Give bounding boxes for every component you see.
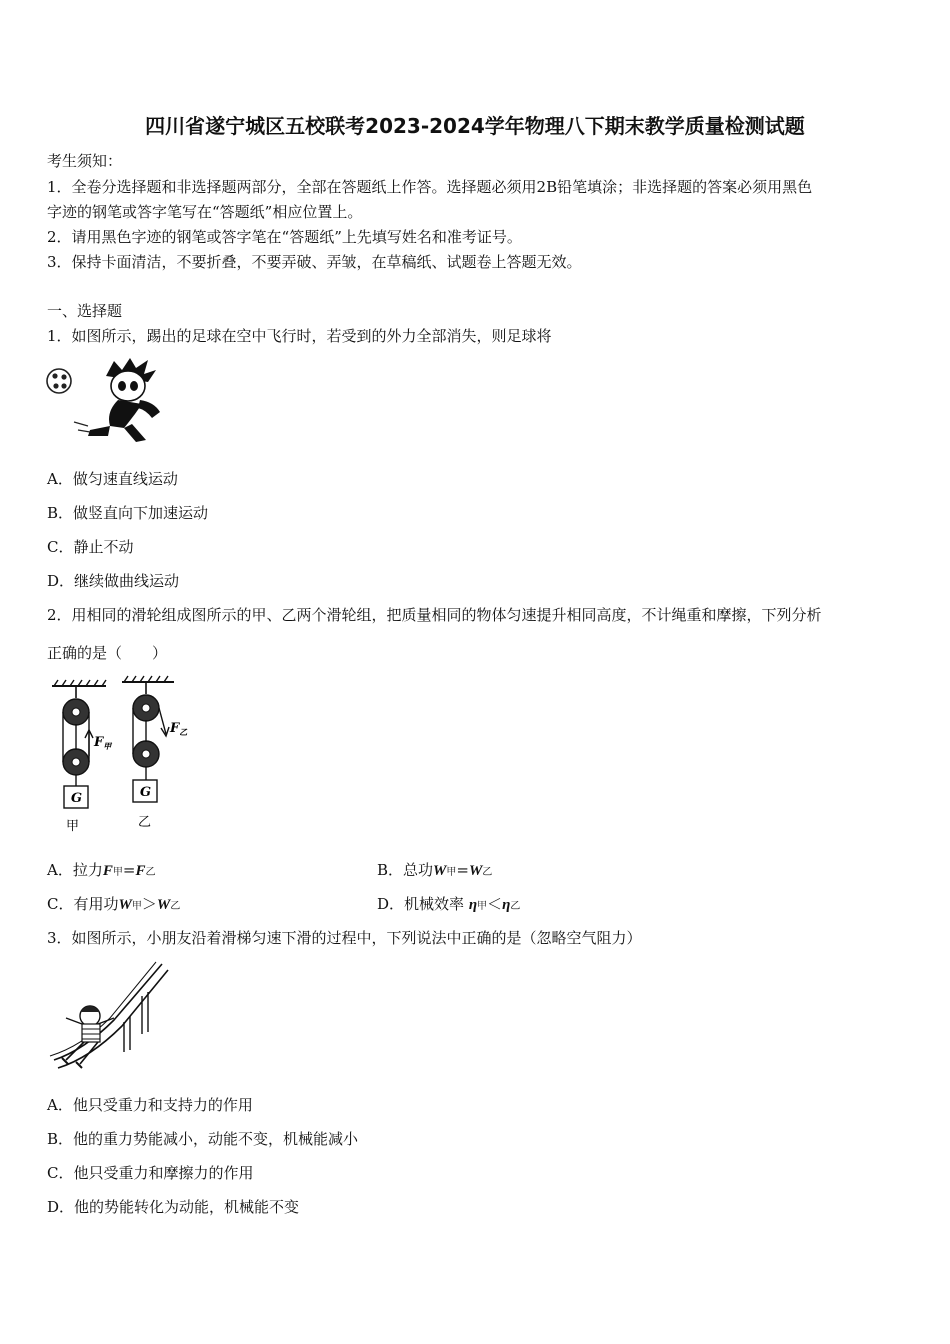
weight-label-right: G [140, 785, 152, 800]
notice-item: 1．全卷分选择题和非选择题两部分，全部在答题纸上作答。选择题必须用2B铅笔填涂；非选择题的答案必须用黑色 [47, 178, 813, 196]
weight-label-left: G [71, 791, 83, 806]
notice-heading: 考生须知： [47, 152, 123, 170]
question-1-option-d: D．继续做曲线运动 [47, 572, 180, 590]
question-2-option-b: B．总功W甲=W乙 [377, 861, 493, 879]
question-2-option-c: C．有用功W甲＞W乙 [47, 895, 181, 913]
notice-item: 3．保持卡面清洁，不要折叠，不要弄破、弄皱，在草稿纸、试题卷上答题无效。 [47, 253, 582, 271]
question-1-option-c: C．静止不动 [47, 538, 134, 556]
question-3-option-a: A．他只受重力和支持力的作用 [47, 1096, 253, 1114]
label-jia: 甲 [66, 819, 80, 834]
force-right-label: $F_乙$ [170, 721, 188, 737]
question-3-option-c: C．他只受重力和摩擦力的作用 [47, 1164, 254, 1182]
question-1-option-a: A．做匀速直线运动 [47, 470, 178, 488]
question-2-option-a: A．拉力F甲=F乙 [47, 861, 156, 879]
question-1-option-b: B．做竖直向下加速运动 [47, 504, 209, 522]
question-3-option-b: B．他的重力势能减小，动能不变，机械能减小 [47, 1130, 359, 1148]
section-heading: 一、选择题 [47, 302, 123, 320]
football-kick-figure [44, 356, 174, 448]
question-2-stem-line2: 正确的是（ ） [47, 644, 168, 662]
force-left-label: $F_甲$ [94, 735, 112, 751]
question-3-option-d: D．他的势能转化为动能，机械能不变 [47, 1198, 300, 1216]
notice-item: 字迹的钢笔或答字笔写在“答题纸”相应位置上。 [47, 203, 363, 221]
slide-child-figure [44, 960, 174, 1075]
notice-item: 2．请用黑色字迹的钢笔或答字笔在“答题纸”上先填写姓名和准考证号。 [47, 228, 522, 246]
question-3-stem: 3．如图所示，小朋友沿着滑梯匀速下滑的过程中，下列说法中正确的是（忽略空气阻力） [47, 929, 642, 947]
pulley-systems-figure [44, 676, 204, 836]
question-2-stem-line1: 2．用相同的滑轮组成图所示的甲、乙两个滑轮组，把质量相同的物体匀速提升相同高度，不计绳重和摩擦，下列分析 [47, 606, 822, 624]
label-yi: 乙 [138, 815, 152, 830]
question-2-option-d: D．机械效率 η甲＜η乙 [377, 895, 521, 913]
question-1-stem: 1．如图所示，踢出的足球在空中飞行时，若受到的外力全部消失，则足球将 [47, 327, 552, 345]
page-title: 四川省遂宁城区五校联考2023-2024学年物理八下期末教学质量检测试题 [145, 114, 805, 138]
